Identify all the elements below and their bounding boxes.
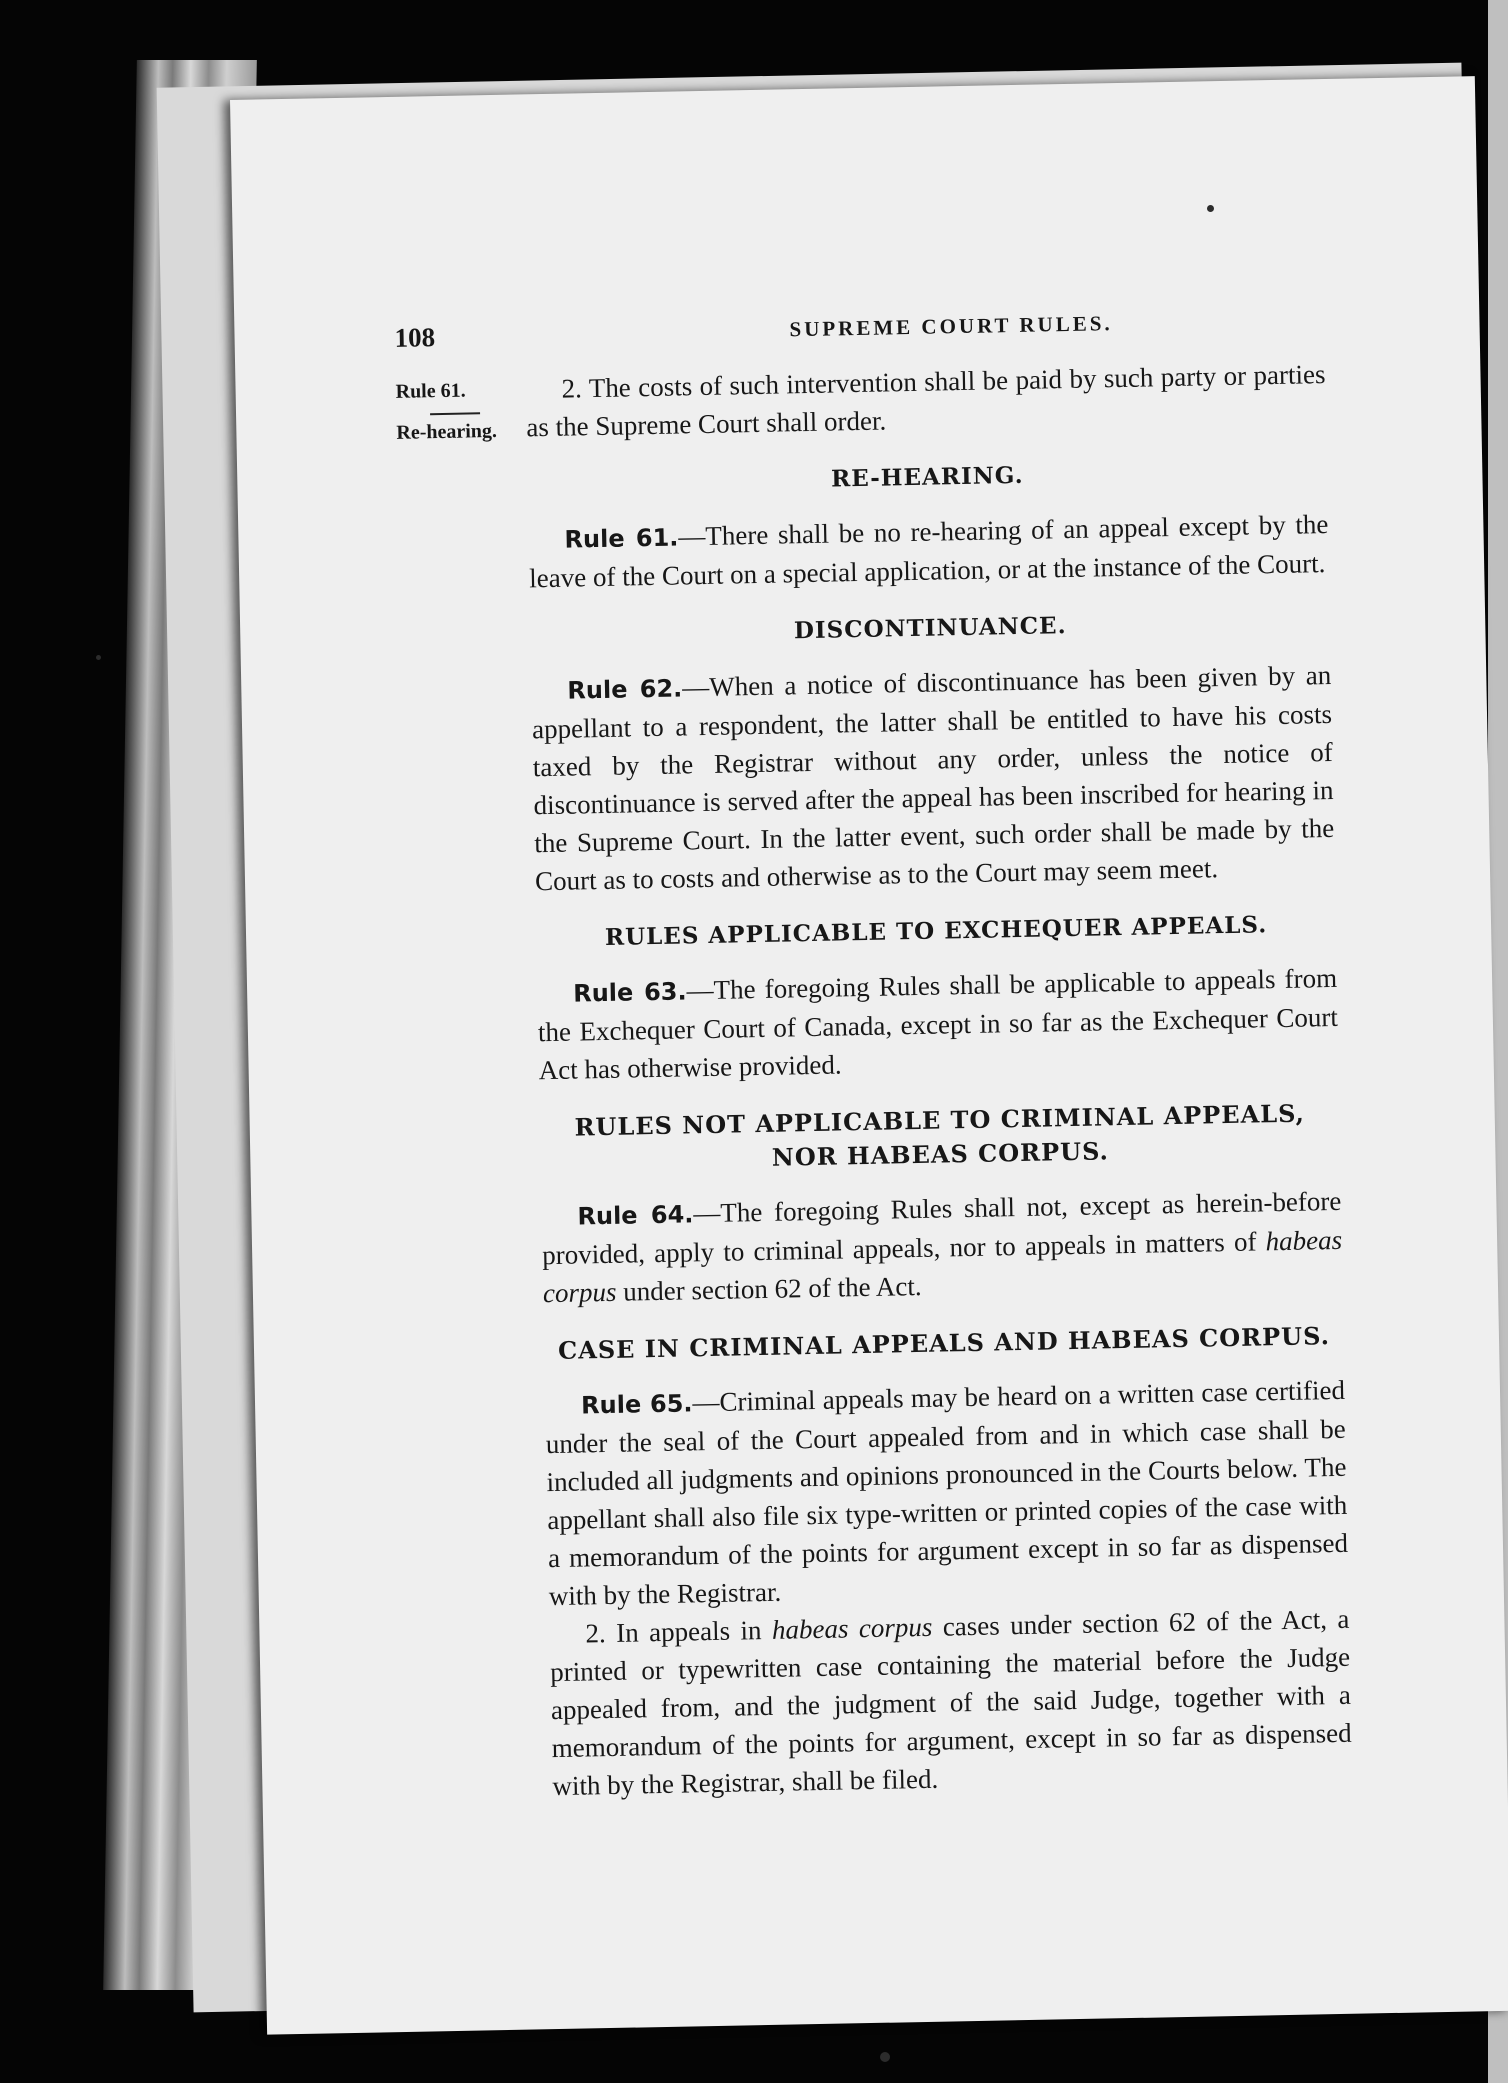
margin-subject: Re-hearing.: [396, 419, 498, 444]
rule-64-italic: habeas corpus: [542, 1224, 1343, 1309]
intro-paragraph: 2. The costs of such intervention shall be paid by such party or parties as the Supreme Court shall order.: [526, 359, 1326, 443]
margin-notes: [395, 379, 516, 445]
rule-62-paragraph: [531, 656, 1335, 900]
book-page: [230, 76, 1508, 2035]
speck-2: [96, 655, 101, 660]
rule-63-label: Rule 63.: [572, 977, 687, 1008]
rule-64-text-a: —The foregoing Rules shall not, except as herein-before provided, apply to criminal appeals, nor to appeals in matters of: [541, 1185, 1342, 1271]
rule-65-text: —Criminal appeals may be heard on a written case certified under the seal of the Court appealed from and in which case shall be included all judgments and opinions pronounced in the Courts below. The appellant shall also file six type-written or printed copies of the case with a memorandum of the points for argument except in so far as dispensed with by the Registrar.: [545, 1374, 1349, 1612]
rule-61-text: —There shall be no re-hearing of an appeal except by the leave of the Court on a special application, or at the instance of the Court.: [528, 508, 1329, 594]
rule-65-p2-text-a: 2. In appeals in: [585, 1614, 773, 1649]
page-content: [230, 76, 1508, 2035]
rule-63-paragraph: [537, 959, 1339, 1089]
rule-64-paragraph: [541, 1182, 1343, 1312]
rule-63-text: —The foregoing Rules shall be applicable to appeals from the Exchequer Court of Canada, except in so far as the Exchequer Court Act has otherwise provided.: [537, 962, 1339, 1086]
body-text: [525, 355, 1352, 1805]
heading-re-hearing: RE-HEARING.: [830, 461, 1024, 493]
rule-62-label: Rule 62.: [567, 674, 683, 705]
speck-3: [880, 2052, 890, 2062]
rule-62-text: —When a notice of discontinuance has been given by an appellant to a respondent, the latter shall be entitled to have his costs taxed by the Registrar without any order, unless the notice of discontinuance is served after the appeal has been inscribed for hearing in the Supreme Court. In the latter event, such order shall be made by the Court as to costs and otherwise as to the Court may seem meet.: [531, 659, 1335, 897]
margin-rule-label: Rule 61.: [395, 379, 466, 403]
rule-65-paragraph-2: [549, 1600, 1353, 1805]
rule-61-label: Rule 61.: [564, 523, 679, 554]
heading-case-criminal-appeals: CASE IN CRIMINAL APPEALS AND HABEAS CORPUS.: [557, 1321, 1331, 1365]
rule-65-p2-italic: habeas corpus: [771, 1611, 933, 1645]
heading-exchequer-appeals: RULES APPLICABLE TO EXCHEQUER APPEALS.: [604, 911, 1268, 951]
rule-64-label: Rule 64.: [577, 1200, 694, 1231]
speck-1: [1207, 205, 1214, 212]
running-head: [394, 305, 1344, 353]
margin-divider: [430, 412, 480, 415]
heading-criminal-appeals-habeas: RULES NOT APPLICABLE TO CRIMINAL APPEALS, NOR HABEAS CORPUS.: [574, 1098, 1306, 1172]
heading-discontinuance: DISCONTINUANCE.: [793, 612, 1067, 645]
rule-65-label: Rule 65.: [580, 1389, 693, 1420]
rule-64-text-b: under section 62 of the Act.: [616, 1270, 922, 1307]
running-title: SUPREME COURT RULES.: [789, 311, 1113, 342]
rule-65-p2-text-b: cases under section 62 of the Act, a printed or typewritten case containing the material before the Judge appealed from, and the judgment of the said Judge, together with a memorandum of the points for argument, except in so far as dispensed with by the Registrar, shall be filed.: [549, 1603, 1352, 1802]
page-number: 108: [394, 322, 436, 353]
rule-61-paragraph: [528, 505, 1329, 597]
rule-65-paragraph: [545, 1371, 1349, 1615]
